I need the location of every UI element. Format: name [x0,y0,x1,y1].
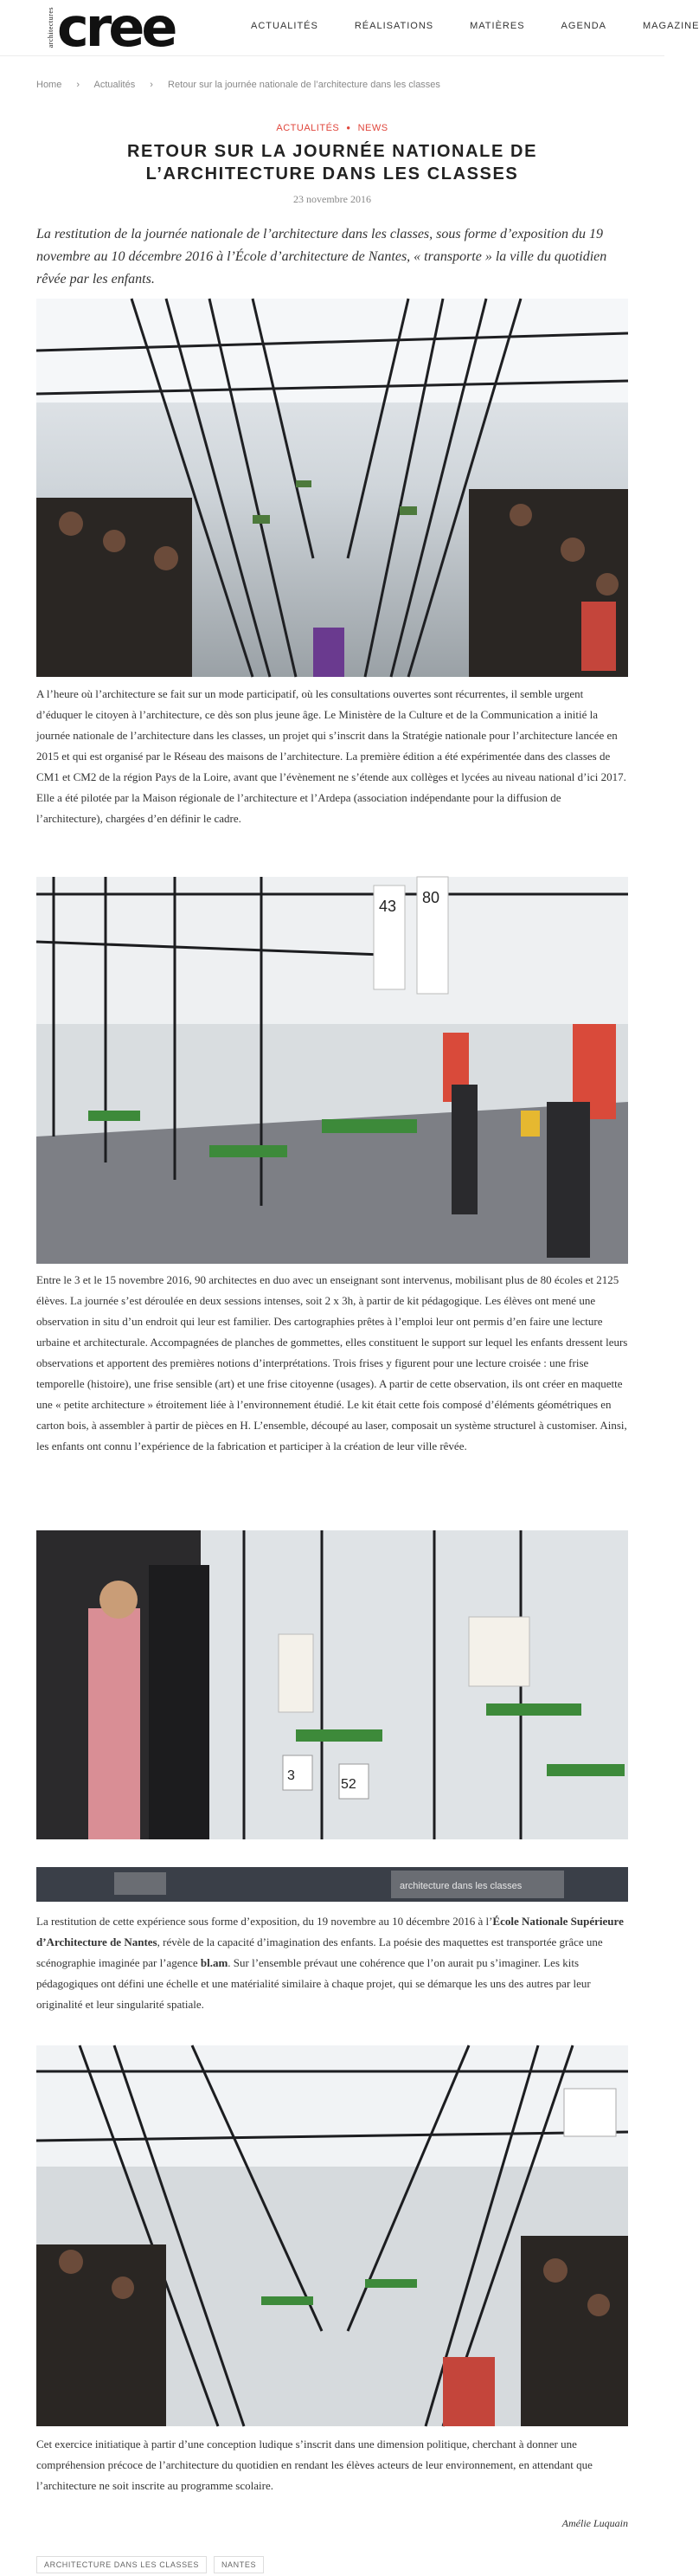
breadcrumb-separator-icon: › [76,80,80,90]
breadcrumb-section[interactable]: Actualités [93,80,136,90]
breadcrumb-separator-icon: › [150,80,153,90]
article-paragraph-2: Entre le 3 et le 15 novembre 2016, 90 architectes en duo avec un enseignant sont intervenus, mobilisant plus de 80 écoles et 2125 élèves. La journée s’est déroulée en deux sessions intenses, soit 2 x 3h, à partir de kit pédagogique. Les élèves ont mené une observation in situ d’un endroit qui leur est familier. Des cartographies prêtes à l’emploi leur ont permis d’en faire une lecture urbaine et architecturale. Accompagnées de planches de gommettes, elles constituent le support sur lequel les enfants dressent leurs observations et apportent des premières notions d’interprétations. Trois frises y figurent pour une lecture croisée : une frise temporelle (histoire), une frise sensible (art) et une frise citoyenne (usages). A partir de cette observation, ils ont créer en maquette une « petite architecture » étroitement liée à l’environnement étudié. Le kit était cette fois composé d’éléments géométriques en carton bois, à assembler à partir de pièces en H. L’ensemble, découpé au laser, composait un système structurel à customiser. Ainsi, les enfants ont connu l’expérience de la fabrication et participer à la création de leur ville rêvée. [36,1273,628,1452]
article-paragraph-1: A l’heure où l’architecture se fait sur un mode participatif, où les consultations ouvertes sont récurrentes, il semble urgent d’éduquer le citoyen à l’architecture, ce dès son plus jeune âge. Le Ministère de la Culture et de la Communication a initié la journée nationale de l’architecture dans les classes, un projet qui s’inscrit dans la Stratégie nationale pour l’architecture lancée en 2015 et qui est organisé par le Réseau des maisons de l’architecture. La première édition a été expérimentée dans des classes de CM1 et CM2 de la région Pays de la Loire, avant que l’évènement ne s’étende aux collèges et lycées au niveau national d’ici 2017. Elle a été pilotée par la Maison régionale de l’architecture et l’Ardepa (association indépendante pour la diffusion de l’architecture), chargées d’en définir le cadre. [36,687,626,825]
article-tags [36,2556,264,2573]
article-categories [0,123,664,133]
article-photo-5 [36,2045,628,2426]
photo-label-3: 3 [287,1768,295,1783]
link-bl-am[interactable]: bl.am [200,1956,228,1969]
site-logo[interactable] [47,0,175,59]
nav-realisations[interactable]: RÉALISATIONS [354,21,434,31]
site-header [0,0,699,59]
article-paragraph-3 [36,1911,628,2015]
article-author: Amélie Luquain [561,2517,628,2529]
tag-architecture-dans-les-classes[interactable]: ARCHITECTURE DANS LES CLASSES [36,2556,207,2573]
photo-banner-text: architecture dans les classes [400,1881,523,1891]
article-photo-1 [36,299,628,677]
breadcrumb-current: Retour sur la journée nationale de l’architecture dans les classes [168,80,440,90]
category-actualites[interactable]: ACTUALITÉS [276,123,340,133]
nav-actualites[interactable]: ACTUALITÉS [251,21,318,31]
tag-nantes[interactable]: NANTES [214,2556,264,2573]
breadcrumb-home[interactable]: Home [36,80,62,90]
photo-sign-43: 43 [379,898,397,915]
category-dot-icon: ● [346,124,351,132]
article-paragraph-4: Cet exercice initiatique à partir d’une conception ludique s’inscrit dans une dimension politique, cherchant à donner une compréhension précoce de l’architecture du quotidien en rendant les élèves acteurs de leur environnement, en attendant que l’architecture ne soit inscrite au programme scolaire. [36,2438,593,2492]
article-photo-3 [36,1530,628,1839]
main-nav [251,21,699,31]
paragraph-3-text-a: La restitution de cette expérience sous forme d’exposition, du 19 novembre au 10 décembre 2016 à l’ [36,1915,493,1928]
article-title: RETOUR SUR LA JOURNÉE NATIONALE DE L’ARCHITECTURE DANS LES CLASSES [126,142,538,184]
photo-label-52: 52 [341,1777,356,1792]
breadcrumb [36,80,452,90]
link-ensa-nantes[interactable]: École Nationale Supérieure d’Architecture de Nantes [36,1915,624,1948]
article-date: 23 novembre 2016 [293,193,371,205]
article-lead: La restitution de la journée nationale de l’architecture dans les classes, sous forme d’exposition du 19 novembre au 10 décembre 2016 à l’École d’architecture de Nantes, « transporte » la ville du quotidien rêvée par les enfants. [36,227,607,287]
nav-magazine[interactable]: MAGAZINE [643,21,699,31]
category-news[interactable]: NEWS [357,123,388,133]
logo-tagline: architectures [47,7,55,48]
paragraph-3-text-c: , révèle de la capacité d’imagination des enfants. La poésie des maquettes est transportée grâce une scénographie imaginée par l’agence [36,1935,603,1969]
paragraph-3-text-e: . Sur l’ensemble prévaut une cohérence que l’on aurait pu s’imaginer. Les kits pédagogiques ont défini une échelle et une matérialité similaire à chaque projet, qui se démarque les uns des autres par leur originalité et leur singularité spatiale. [36,1956,591,2011]
nav-matieres[interactable]: MATIÈRES [470,21,525,31]
nav-agenda[interactable]: AGENDA [561,21,607,31]
photo-sign-80: 80 [422,889,440,906]
article-photo-4 [36,1867,628,1902]
article-photo-2 [36,877,628,1264]
logo-wordmark: cree [57,0,175,59]
